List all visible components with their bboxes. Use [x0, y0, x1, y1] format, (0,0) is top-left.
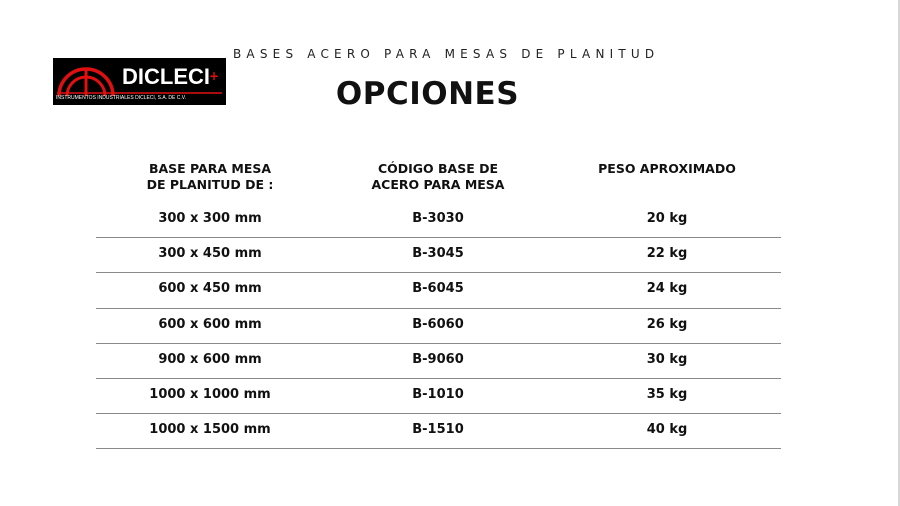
size-cell: 1000 x 1000 mm: [149, 386, 271, 402]
size-cell: 900 x 600 mm: [158, 351, 262, 367]
code-cell: B-6060: [412, 316, 464, 332]
size-cell: 1000 x 1500 mm: [149, 422, 271, 438]
table-row: [96, 238, 781, 273]
page-subtitle: BASES ACERO PARA MESAS DE PLANITUD: [233, 47, 660, 61]
table-row: [96, 203, 781, 238]
logo-plus-icon: +: [209, 69, 220, 83]
weight-cell: 22 kg: [646, 246, 688, 262]
weight-cell: 20 kg: [646, 211, 688, 226]
weight-cell: 24 kg: [646, 281, 688, 297]
code-cell: B-9060: [412, 351, 464, 367]
column-header-weight: PESO APROXIMADO: [598, 161, 736, 176]
table-row: [96, 273, 781, 308]
code-cell: B-1510: [412, 422, 464, 438]
column-header-size: BASE PARA MESA DE PLANITUD DE :: [146, 161, 274, 192]
options-table: [96, 203, 781, 449]
code-cell: B-3045: [412, 246, 464, 262]
size-cell: 300 x 450 mm: [158, 246, 262, 262]
code-cell: B-1010: [412, 386, 464, 402]
size-cell: 600 x 600 mm: [158, 316, 262, 332]
table-row: [96, 309, 781, 344]
weight-cell: 35 kg: [646, 386, 688, 402]
table-row: [96, 379, 781, 414]
weight-cell: 30 kg: [646, 351, 688, 367]
size-cell: 600 x 450 mm: [158, 281, 262, 297]
logo-tagline: INSTRUMENTOS INDUSTRIALES DICLECI, S.A. DE C.V.: [56, 95, 187, 101]
table-row: [96, 414, 781, 449]
size-cell: 300 x 300 mm: [158, 211, 262, 226]
column-header-code: CÓDIGO BASE DE ACERO PARA MESA: [371, 161, 505, 192]
weight-cell: 40 kg: [646, 422, 688, 438]
page-title: OPCIONES: [335, 76, 520, 112]
logo-wordmark: DICLECI: [122, 64, 210, 89]
code-cell: B-3030: [412, 211, 464, 226]
code-cell: B-6045: [412, 281, 464, 297]
table-row: [96, 344, 781, 379]
weight-cell: 26 kg: [646, 316, 688, 332]
